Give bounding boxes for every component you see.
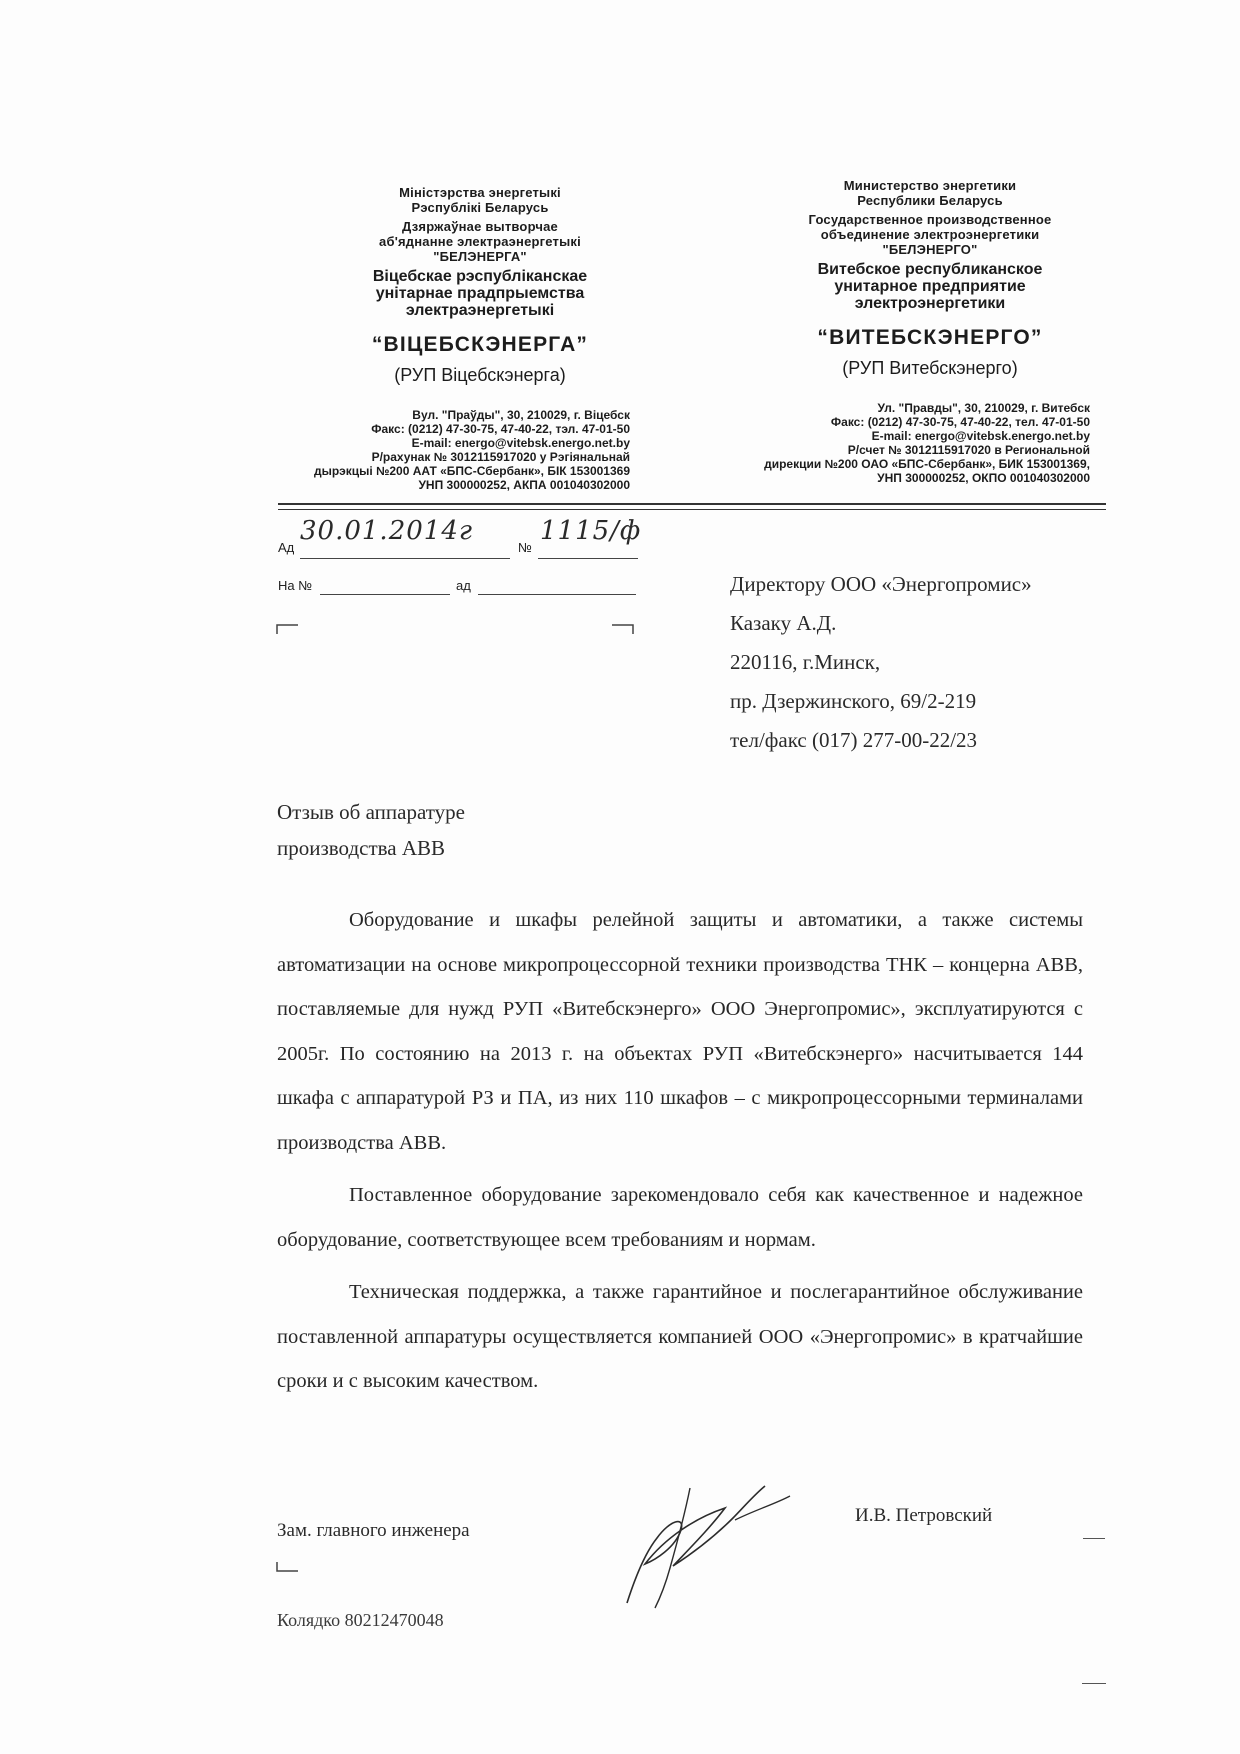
address-ru-line-3: E-mail: energo@vitebsk.energo.net.by [871,429,1090,443]
company-short-name-ru: (РУП Витебскэнерго) [842,358,1018,378]
subject-line-2: производства АВВ [277,836,446,860]
address-ru-line-6: УНП 300000252, ОКПО 001040302000 [877,471,1090,485]
addressee-line-2: Казаку А.Д. [730,611,837,635]
number-prefix: № [518,540,532,555]
association-by-line-1: Дзяржаўнае вытворчае [401,219,558,234]
enterprise-by-line-1: Віцебскае рэспубліканскае [372,268,588,285]
address-by-line-3: E-mail: energo@vitebsk.energo.net.by [411,436,630,450]
address-by-line-1: Вул. "Праўды", 30, 210029, г. Віцебск [412,408,630,422]
association-ru-line-1: Государственное производственное [808,212,1052,227]
addressee-line-1: Директору ООО «Энергопромис» [730,572,1032,596]
enterprise-by-line-3: электраэнергетыкі [405,302,555,319]
association-by-line-2: аб'яднанне электраэнергетыкі [379,234,581,249]
enterprise-ru-line-2: унитарное предприятие [834,278,1026,295]
margin-mark-right [1083,1538,1105,1539]
date-underline [300,558,510,559]
ministry-by-line-2: Рэспублікі Беларусь [411,200,549,215]
outgoing-date-handwritten: 30.01.2014г [300,516,474,546]
date-prefix: Ад [278,540,295,555]
enterprise-ru-line-1: Витебское республиканское [817,261,1043,278]
letterhead-russian [764,178,1090,485]
reference-prefix: На № [278,578,313,593]
reference-from: ад [456,578,471,593]
ministry-ru-line-1: Министерство энергетики [843,178,1017,193]
company-short-name-by: (РУП Віцебскэнерга) [394,365,566,385]
reference-number-underline [320,594,450,595]
subject-line-1: Отзыв об аппаратуре [277,800,465,824]
handwritten-signature [615,1468,795,1618]
corner-mark-right [612,624,634,634]
enterprise-ru-line-3: электроэнергетики [854,295,1006,312]
body-paragraph-3: Техническая поддержка, а также гарантийное и послегарантийное обслуживание поставленной аппаратуры осуществляется компанией ООО «Энергопромис» в кратчайшие сроки и с высоким качеством. [277,1281,1083,1392]
number-underline [538,558,638,559]
association-ru-line-2: объединение электроэнергетики [820,227,1040,242]
addressee-line-4: пр. Дзержинского, 69/2-219 [730,689,977,713]
address-ru-line-5: дирекции №200 ОАО «БПС-Сбербанк», БИК 153001369, [764,457,1090,471]
executor-footer: Колядко 80212470048 [277,1610,444,1630]
body-paragraph-1: Оборудование и шкафы релейной защиты и автоматики, а также системы автоматизации на основе микропроцессорной техники производства ТНК – концерна АВВ, поставляемые для нужд РУП «Витебскэнерго» ООО Энергопромис», эксплуатируются с 2005г. По состоянию на 2013 г. на объектах РУП «Витебскэнерго» насчитывается 144 шкафа с аппаратурой РЗ и ПА, из них 110 шкафов – с микропроцессорными терминалами производства АВВ. [277,909,1083,1154]
letterhead-rule-top [278,503,1106,505]
address-ru-line-1: Ул. "Правды", 30, 210029, г. Витебск [877,401,1090,415]
body-paragraph-2: Поставленное оборудование зарекомендовало себя как качественное и надежное оборудование, соответствующее всем требованиям и нормам. [277,1184,1083,1251]
association-by-line-3: "БЕЛЭНЕРГА" [433,249,527,264]
outgoing-number-handwritten: 1115/ф [540,516,642,546]
association-ru-line-3: "БЕЛЭНЕРГО" [882,242,978,257]
letter-body [277,898,1083,1404]
address-by-line-6: УНП 300000252, АКПА 001040302000 [418,478,630,492]
letterhead-belarusian [314,185,630,492]
signatory-name: И.В. Петровский [855,1505,993,1526]
address-by-line-5: дырэкцыі №200 ААТ «БПС-Сбербанк», БІК 153001369 [314,464,630,478]
letterhead-rule-bottom [278,509,1106,510]
address-ru-line-2: Факс: (0212) 47-30-75, 47-40-22, тел. 47-01-50 [830,415,1090,429]
enterprise-by-line-2: унітарнае прадпрыемства [375,285,585,302]
address-by-line-4: Р/рахунак № 3012115917020 у Рэгіянальнай [371,450,630,464]
margin-mark-bottom-right [1082,1683,1106,1684]
corner-mark-left [276,624,298,634]
company-name-ru: “ВИТЕБСКЭНЕРГО” [817,326,1043,349]
ministry-by-line-1: Міністэрства энергетыкі [399,185,561,200]
addressee-block [730,568,1032,757]
reference-date-underline [478,594,636,595]
addressee-line-5: тел/факс (017) 277-00-22/23 [730,728,978,752]
subject [277,794,465,866]
address-by-line-2: Факс: (0212) 47-30-75, 47-40-22, тэл. 47-01-50 [371,422,630,436]
company-name-by: “ВІЦЕБСКЭНЕРГА” [371,333,589,356]
ministry-ru-line-2: Республики Беларусь [857,193,1003,208]
signatory-title: Зам. главного инженера [277,1520,470,1541]
corner-mark-bottom-left [276,1562,298,1572]
address-ru-line-4: Р/счет № 3012115917020 в Региональной [847,443,1090,457]
addressee-line-3: 220116, г.Минск, [730,650,881,674]
